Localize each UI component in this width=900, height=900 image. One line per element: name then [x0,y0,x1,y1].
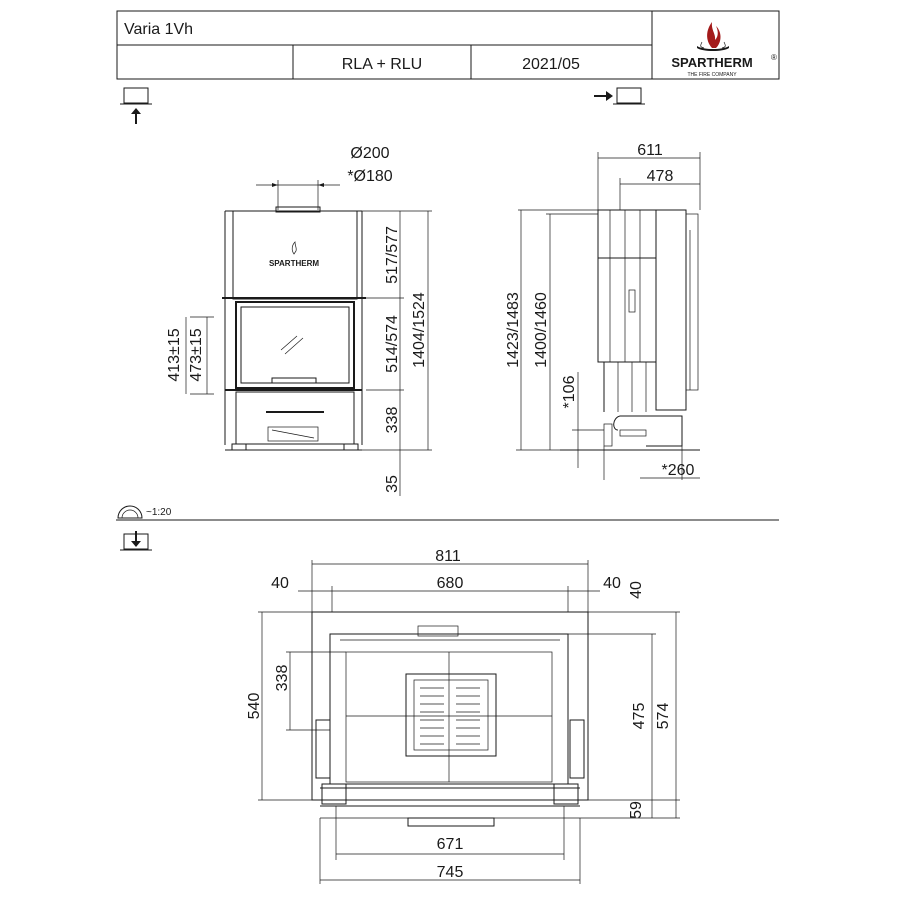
dim-517: 517/577 [384,226,401,284]
flue-dia-label: Ø200 [350,145,390,162]
brand-mark: ® [771,53,777,62]
hood-logo-text: SPARTHERM [268,259,320,268]
dim-514: 514/574 [384,315,401,373]
dim-338-plan: 338 [274,664,291,692]
view-side-arrow-icon [594,88,645,104]
dim-680: 680 [436,575,464,592]
dim-671: 671 [436,836,464,853]
front-view [166,145,432,496]
dim-40-right: 40 [603,575,621,592]
dim-35: 35 [384,475,401,493]
dim-40-top: 40 [628,581,645,599]
dim-745: 745 [436,864,464,881]
dim-611: 611 [637,142,663,159]
model-name: Varia 1Vh [124,21,194,38]
view-top-arrow-icon [120,88,152,124]
dim-338: 338 [384,406,401,434]
view-plan-arrow-icon [120,531,152,550]
dim-106: *106 [561,375,578,409]
dim-40-left: 40 [271,575,289,592]
dim-59: 59 [628,801,645,819]
dim-413: 413±15 [166,328,183,382]
scale-label: ~1:20 [146,507,172,518]
dim-811: 811 [435,548,461,565]
scale-icon [116,506,144,520]
variant-label: RLA + RLU [341,56,423,73]
dim-473: 473±15 [188,328,205,382]
flame-logo-icon [697,22,729,51]
flue-dia-alt-label: *Ø180 [347,168,393,185]
title-block [117,11,779,79]
dim-1404: 1404/1524 [411,292,428,368]
dim-475: 475 [631,702,648,730]
dim-1400: 1400/1460 [533,292,550,368]
dim-478: 478 [646,168,674,185]
dim-540: 540 [246,692,263,720]
dim-260: *260 [661,462,695,479]
date-label: 2021/05 [522,56,580,73]
brand-name: SPARTHERM [671,55,753,70]
dim-1423: 1423/1483 [505,292,522,368]
side-view [505,142,700,480]
dim-574: 574 [655,702,672,730]
plan-view [246,548,680,884]
brand-tagline: THE FIRE COMPANY [687,72,737,78]
